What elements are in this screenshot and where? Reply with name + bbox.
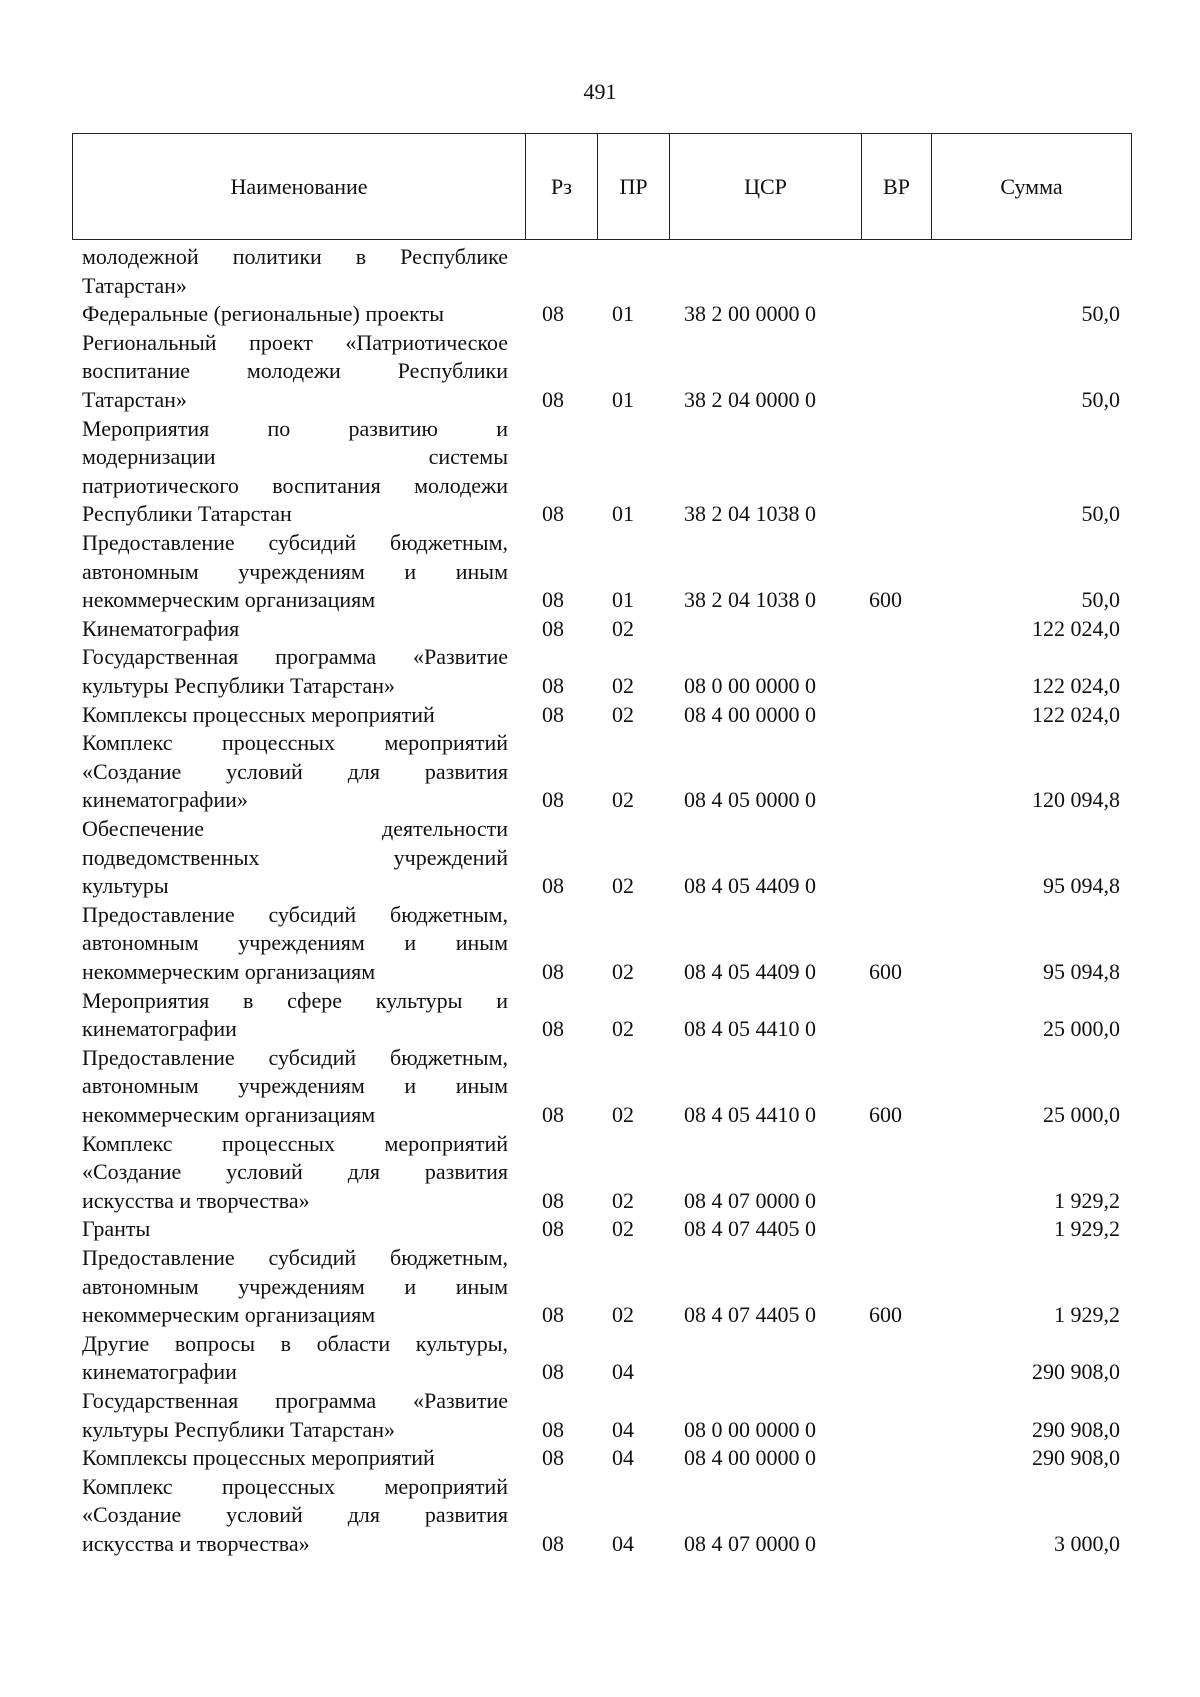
row-sum: 290 908,0 — [1032, 1359, 1120, 1385]
row-csr: 38 2 00 0000 0 — [684, 301, 816, 327]
table-row — [0, 729, 1200, 815]
row-pr: 02 — [612, 1187, 634, 1213]
row-rz: 08 — [542, 501, 564, 527]
row-pr: 01 — [612, 587, 634, 613]
row-sum: 1 929,2 — [1054, 1216, 1120, 1242]
row-name — [82, 1044, 508, 1130]
row-rz: 08 — [542, 958, 564, 984]
header-pr: ПР — [597, 134, 669, 239]
row-name-line: культуры Республики Татарстан» — [82, 672, 395, 698]
row-name-line: патриотического воспитания молодежи — [82, 472, 508, 498]
row-csr: 08 4 07 4405 0 — [684, 1216, 816, 1242]
row-name-line: подведомственных учреждений — [82, 844, 508, 870]
row-pr: 02 — [612, 1016, 634, 1042]
row-csr: 08 4 05 0000 0 — [684, 787, 816, 813]
row-pr: 04 — [612, 1416, 634, 1442]
row-name-line: модернизации системы — [82, 444, 508, 470]
row-name-line: кинематографии — [82, 1016, 237, 1042]
row-rz: 08 — [542, 386, 564, 412]
row-name — [82, 243, 508, 300]
row-name — [82, 615, 508, 644]
table-row — [0, 415, 1200, 529]
row-pr: 01 — [612, 386, 634, 412]
row-name-line: «Создание условий для развития — [82, 758, 508, 784]
row-sum: 122 024,0 — [1032, 701, 1120, 727]
row-vr: 600 — [869, 587, 902, 613]
row-name-line: Гранты — [82, 1216, 151, 1242]
row-pr: 02 — [612, 701, 634, 727]
row-name-line: некоммерческим организациям — [82, 1101, 376, 1127]
row-csr: 08 4 05 4410 0 — [684, 1101, 816, 1127]
row-csr: 38 2 04 1038 0 — [684, 587, 816, 613]
row-name — [82, 643, 508, 700]
row-pr: 01 — [612, 301, 634, 327]
row-name-line: Другие вопросы в области культуры, — [82, 1330, 508, 1356]
table-row — [0, 300, 1200, 329]
row-pr: 02 — [612, 787, 634, 813]
row-rz: 08 — [542, 701, 564, 727]
row-name — [82, 1330, 508, 1387]
row-rz: 08 — [542, 1445, 564, 1471]
table-header — [72, 133, 1132, 240]
row-name-line: кинематографии» — [82, 787, 248, 813]
row-name-line: Комплекс процессных мероприятий — [82, 730, 508, 756]
row-rz: 08 — [542, 672, 564, 698]
row-name — [82, 701, 508, 730]
row-name — [82, 300, 508, 329]
row-csr: 38 2 04 1038 0 — [684, 501, 816, 527]
header-vr: ВР — [861, 134, 931, 239]
row-name-line: «Создание условий для развития — [82, 1502, 508, 1528]
row-pr: 02 — [612, 672, 634, 698]
row-name-line: автономным учреждениям и иным — [82, 1273, 508, 1299]
row-sum: 95 094,8 — [1043, 873, 1120, 899]
table-row — [0, 1387, 1200, 1444]
row-name-line: Предоставление субсидий бюджетным, — [82, 901, 508, 927]
row-vr: 600 — [869, 1302, 902, 1328]
table-row — [0, 1473, 1200, 1559]
row-pr: 02 — [612, 958, 634, 984]
row-csr: 08 4 07 0000 0 — [684, 1530, 816, 1556]
row-name — [82, 1473, 508, 1559]
row-name-line: Комплексы процессных мероприятий — [82, 701, 435, 727]
row-csr: 08 4 00 0000 0 — [684, 701, 816, 727]
row-rz: 08 — [542, 873, 564, 899]
row-name — [82, 1387, 508, 1444]
row-name-line: Мероприятия в сфере культуры и — [82, 987, 508, 1013]
table-row — [0, 1130, 1200, 1216]
page-number: 491 — [583, 79, 617, 104]
row-pr: 02 — [612, 1101, 634, 1127]
header-name: Наименование — [230, 173, 368, 199]
row-name — [82, 729, 508, 815]
row-sum: 25 000,0 — [1043, 1101, 1120, 1127]
row-csr: 08 4 00 0000 0 — [684, 1445, 816, 1471]
row-pr: 04 — [612, 1530, 634, 1556]
row-pr: 02 — [612, 1216, 634, 1242]
row-csr: 08 4 05 4410 0 — [684, 1016, 816, 1042]
row-csr: 08 4 05 4409 0 — [684, 958, 816, 984]
row-name-line: Татарстан» — [82, 272, 187, 298]
row-name-line: культуры — [82, 873, 169, 899]
row-name — [82, 1444, 508, 1473]
row-csr: 08 0 00 0000 0 — [684, 1416, 816, 1442]
row-name-line: некоммерческим организациям — [82, 1302, 376, 1328]
row-csr: 08 4 07 0000 0 — [684, 1187, 816, 1213]
table-row — [0, 815, 1200, 901]
row-rz: 08 — [542, 301, 564, 327]
row-sum: 122 024,0 — [1032, 615, 1120, 641]
table-row — [0, 1215, 1200, 1244]
row-rz: 08 — [542, 587, 564, 613]
row-rz: 08 — [542, 615, 564, 641]
row-name-line: Федеральные (региональные) проекты — [82, 301, 444, 327]
table-row — [0, 1330, 1200, 1387]
row-sum: 50,0 — [1081, 501, 1120, 527]
row-name-line: некоммерческим организациям — [82, 958, 376, 984]
table-row — [0, 643, 1200, 700]
table-row — [0, 1044, 1200, 1130]
table-row — [0, 243, 1200, 300]
row-name — [82, 1244, 508, 1330]
header-csr: ЦСР — [669, 134, 861, 239]
row-name-line: искусства и творчества» — [82, 1530, 310, 1556]
table-row — [0, 1444, 1200, 1473]
row-name-line: искусства и творчества» — [82, 1187, 310, 1213]
row-name — [82, 987, 508, 1044]
row-rz: 08 — [542, 1530, 564, 1556]
row-sum: 50,0 — [1081, 587, 1120, 613]
row-name-line: культуры Республики Татарстан» — [82, 1416, 395, 1442]
row-rz: 08 — [542, 1216, 564, 1242]
row-csr: 08 4 07 4405 0 — [684, 1302, 816, 1328]
row-name-line: Кинематография — [82, 615, 240, 641]
row-pr: 02 — [612, 1302, 634, 1328]
row-sum: 25 000,0 — [1043, 1016, 1120, 1042]
row-name-line: Республики Татарстан — [82, 501, 292, 527]
row-csr: 08 0 00 0000 0 — [684, 672, 816, 698]
row-pr: 04 — [612, 1359, 634, 1385]
row-rz: 08 — [542, 1016, 564, 1042]
row-rz: 08 — [542, 787, 564, 813]
row-name-line: автономным учреждениям и иным — [82, 1073, 508, 1099]
row-name-line: Предоставление субсидий бюджетным, — [82, 1044, 508, 1070]
row-pr: 02 — [612, 873, 634, 899]
table-row — [0, 615, 1200, 644]
row-name — [82, 329, 508, 415]
row-sum: 95 094,8 — [1043, 958, 1120, 984]
row-sum: 290 908,0 — [1032, 1416, 1120, 1442]
row-name-line: автономным учреждениям и иным — [82, 558, 508, 584]
row-name — [82, 529, 508, 615]
row-name — [82, 901, 508, 987]
row-name-line: автономным учреждениям и иным — [82, 930, 508, 956]
row-rz: 08 — [542, 1416, 564, 1442]
row-name-line: Обеспечение деятельности — [82, 816, 508, 841]
row-name — [82, 415, 508, 529]
row-rz: 08 — [542, 1302, 564, 1328]
row-name-line: Мероприятия по развитию и — [82, 415, 508, 441]
table-row — [0, 987, 1200, 1044]
row-name-line: Государственная программа «Развитие — [82, 644, 508, 670]
row-sum: 122 024,0 — [1032, 672, 1120, 698]
row-name-line: некоммерческим организациям — [82, 587, 376, 613]
row-name-line: молодежной политики в Республике — [82, 244, 508, 269]
row-rz: 08 — [542, 1359, 564, 1385]
row-name — [82, 1130, 508, 1216]
table-row — [0, 901, 1200, 987]
row-name-line: Комплекс процессных мероприятий — [82, 1130, 508, 1156]
row-csr: 08 4 05 4409 0 — [684, 873, 816, 899]
row-name-line: Предоставление субсидий бюджетным, — [82, 1245, 508, 1270]
row-vr: 600 — [869, 958, 902, 984]
row-sum: 1 929,2 — [1054, 1302, 1120, 1328]
row-name-line: Предоставление субсидий бюджетным, — [82, 530, 508, 555]
row-name-line: «Создание условий для развития — [82, 1159, 508, 1185]
row-sum: 290 908,0 — [1032, 1445, 1120, 1471]
row-name-line: Татарстан» — [82, 386, 187, 412]
row-rz: 08 — [542, 1187, 564, 1213]
header-sum: Сумма — [931, 134, 1131, 239]
row-sum: 3 000,0 — [1054, 1530, 1120, 1556]
row-sum: 50,0 — [1081, 386, 1120, 412]
row-name-line: Региональный проект «Патриотическое — [82, 329, 508, 355]
row-name-line: Государственная программа «Развитие — [82, 1388, 508, 1413]
row-pr: 01 — [612, 501, 634, 527]
row-name-line: воспитание молодежи Республики — [82, 358, 508, 384]
row-name — [82, 1215, 508, 1244]
row-sum: 120 094,8 — [1032, 787, 1120, 813]
header-rz: Рз — [525, 134, 597, 239]
row-name-line: Комплексы процессных мероприятий — [82, 1445, 435, 1471]
row-name-line: Комплекс процессных мероприятий — [82, 1473, 508, 1499]
row-pr: 02 — [612, 615, 634, 641]
table-row — [0, 1244, 1200, 1330]
row-name — [82, 815, 508, 901]
row-csr: 38 2 04 0000 0 — [684, 386, 816, 412]
row-rz: 08 — [542, 1101, 564, 1127]
row-sum: 50,0 — [1081, 301, 1120, 327]
table-row — [0, 701, 1200, 730]
row-vr: 600 — [869, 1101, 902, 1127]
table-row — [0, 329, 1200, 415]
table-row — [0, 529, 1200, 615]
row-sum: 1 929,2 — [1054, 1187, 1120, 1213]
row-pr: 04 — [612, 1445, 634, 1471]
row-name-line: кинематографии — [82, 1359, 237, 1385]
